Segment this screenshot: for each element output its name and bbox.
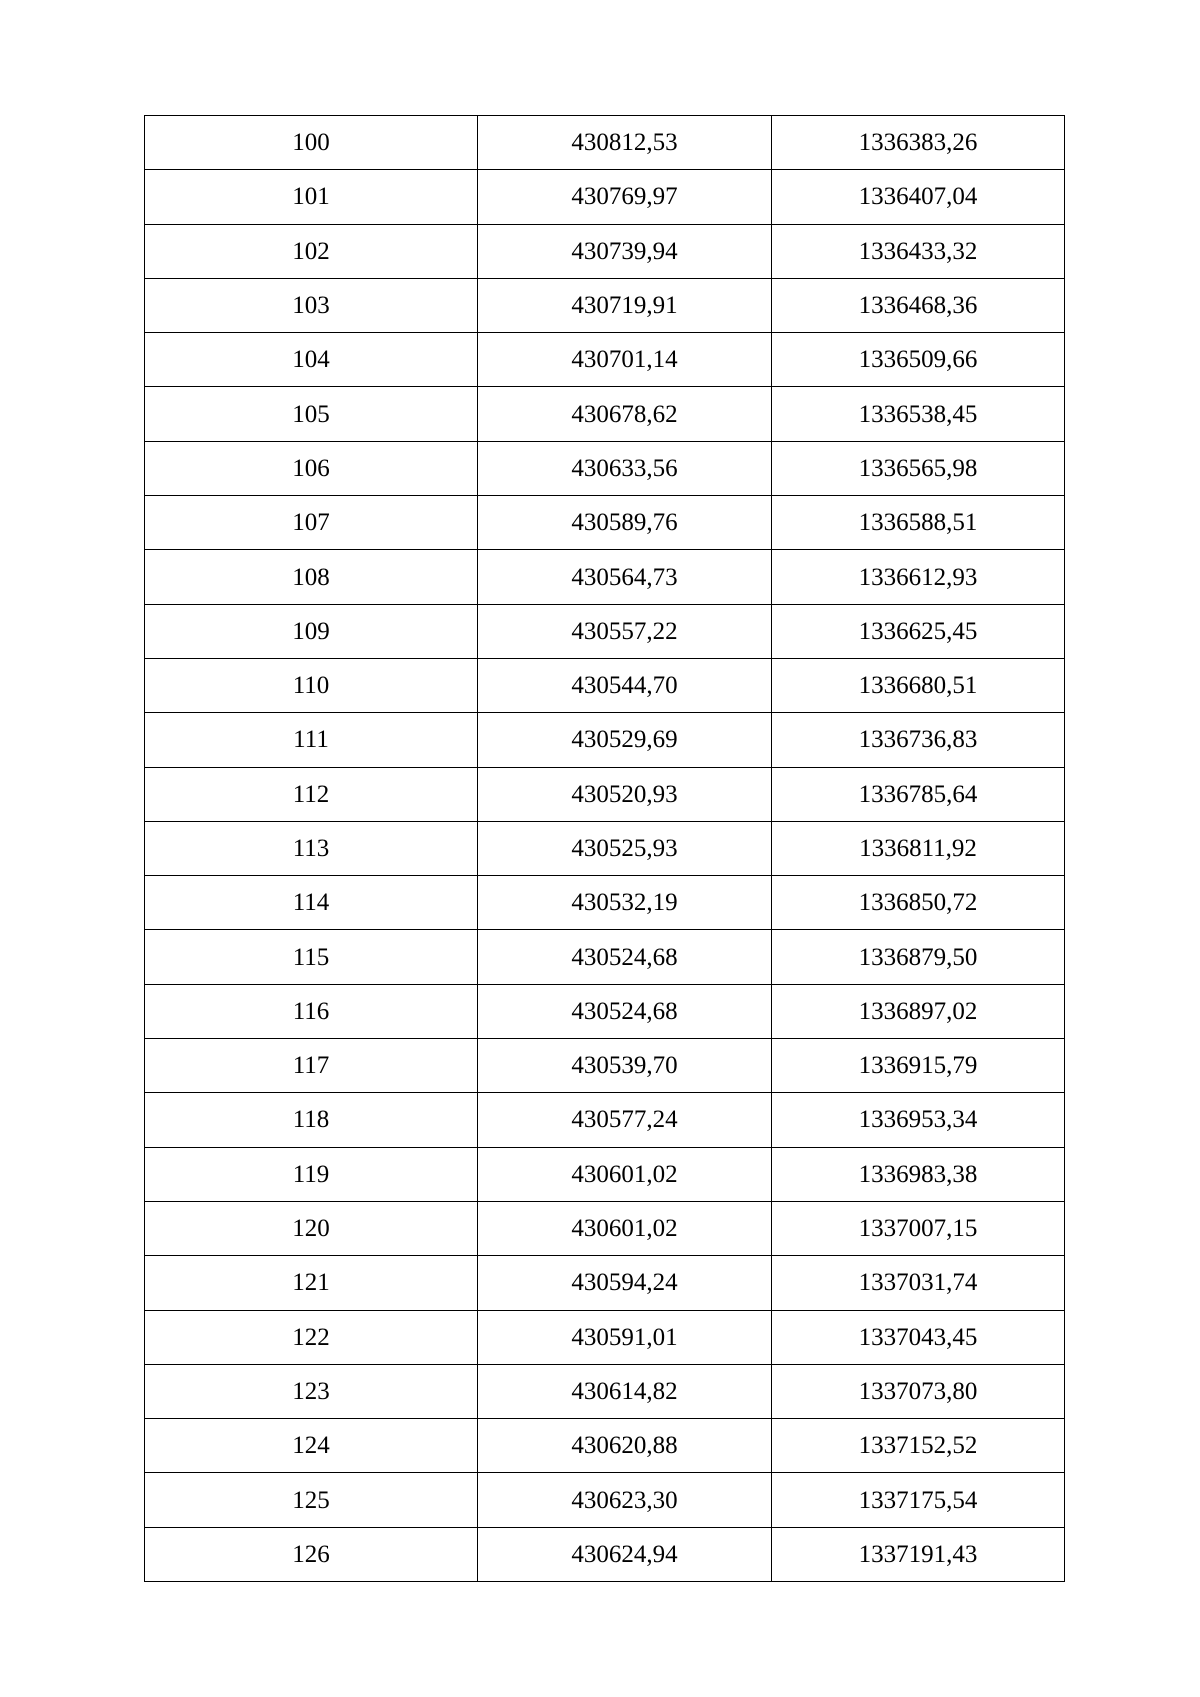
x-coordinate-cell: 430532,19 <box>478 876 772 930</box>
table-row <box>145 713 1065 767</box>
y-coordinate-cell: 1336612,93 <box>772 550 1065 604</box>
x-coordinate-cell: 430557,22 <box>478 604 772 658</box>
y-coordinate-cell: 1337191,43 <box>772 1527 1065 1581</box>
x-coordinate-cell: 430524,68 <box>478 930 772 984</box>
y-coordinate-cell: 1336538,45 <box>772 387 1065 441</box>
x-coordinate-cell: 430701,14 <box>478 333 772 387</box>
table-row <box>145 930 1065 984</box>
table-row <box>145 1256 1065 1310</box>
x-coordinate-cell: 430544,70 <box>478 658 772 712</box>
point-number-cell: 116 <box>145 984 478 1038</box>
point-number-cell: 125 <box>145 1473 478 1527</box>
table-row <box>145 333 1065 387</box>
x-coordinate-cell: 430620,88 <box>478 1419 772 1473</box>
point-number-cell: 126 <box>145 1527 478 1581</box>
x-coordinate-cell: 430520,93 <box>478 767 772 821</box>
point-number-cell: 108 <box>145 550 478 604</box>
table-row <box>145 224 1065 278</box>
point-number-cell: 112 <box>145 767 478 821</box>
point-number-cell: 117 <box>145 1039 478 1093</box>
table-row <box>145 1473 1065 1527</box>
table-row <box>145 1364 1065 1418</box>
x-coordinate-cell: 430577,24 <box>478 1093 772 1147</box>
x-coordinate-cell: 430594,24 <box>478 1256 772 1310</box>
table-row <box>145 767 1065 821</box>
table-row <box>145 496 1065 550</box>
table-row <box>145 821 1065 875</box>
point-number-cell: 121 <box>145 1256 478 1310</box>
point-number-cell: 106 <box>145 441 478 495</box>
x-coordinate-cell: 430564,73 <box>478 550 772 604</box>
y-coordinate-cell: 1336811,92 <box>772 821 1065 875</box>
table-row <box>145 278 1065 332</box>
y-coordinate-cell: 1336407,04 <box>772 170 1065 224</box>
point-number-cell: 100 <box>145 116 478 170</box>
y-coordinate-cell: 1336383,26 <box>772 116 1065 170</box>
point-number-cell: 124 <box>145 1419 478 1473</box>
x-coordinate-cell: 430719,91 <box>478 278 772 332</box>
y-coordinate-cell: 1336983,38 <box>772 1147 1065 1201</box>
table-row <box>145 604 1065 658</box>
x-coordinate-cell: 430601,02 <box>478 1147 772 1201</box>
table-row <box>145 387 1065 441</box>
point-number-cell: 123 <box>145 1364 478 1418</box>
table-row <box>145 1147 1065 1201</box>
x-coordinate-cell: 430529,69 <box>478 713 772 767</box>
point-number-cell: 115 <box>145 930 478 984</box>
x-coordinate-cell: 430812,53 <box>478 116 772 170</box>
point-number-cell: 119 <box>145 1147 478 1201</box>
point-number-cell: 104 <box>145 333 478 387</box>
y-coordinate-cell: 1336915,79 <box>772 1039 1065 1093</box>
point-number-cell: 103 <box>145 278 478 332</box>
table-row <box>145 1093 1065 1147</box>
coordinates-table <box>144 115 1065 1582</box>
x-coordinate-cell: 430678,62 <box>478 387 772 441</box>
table-row <box>145 441 1065 495</box>
x-coordinate-cell: 430769,97 <box>478 170 772 224</box>
x-coordinate-cell: 430623,30 <box>478 1473 772 1527</box>
point-number-cell: 107 <box>145 496 478 550</box>
point-number-cell: 120 <box>145 1201 478 1255</box>
table-row <box>145 170 1065 224</box>
y-coordinate-cell: 1337073,80 <box>772 1364 1065 1418</box>
point-number-cell: 105 <box>145 387 478 441</box>
y-coordinate-cell: 1336509,66 <box>772 333 1065 387</box>
table-row <box>145 1201 1065 1255</box>
table-row <box>145 658 1065 712</box>
y-coordinate-cell: 1336953,34 <box>772 1093 1065 1147</box>
table-row <box>145 1527 1065 1581</box>
table-row <box>145 1310 1065 1364</box>
coordinates-table-body <box>145 116 1065 1582</box>
x-coordinate-cell: 430539,70 <box>478 1039 772 1093</box>
table-row <box>145 876 1065 930</box>
y-coordinate-cell: 1337152,52 <box>772 1419 1065 1473</box>
table-row <box>145 1419 1065 1473</box>
y-coordinate-cell: 1336625,45 <box>772 604 1065 658</box>
x-coordinate-cell: 430624,94 <box>478 1527 772 1581</box>
point-number-cell: 101 <box>145 170 478 224</box>
y-coordinate-cell: 1336879,50 <box>772 930 1065 984</box>
y-coordinate-cell: 1336850,72 <box>772 876 1065 930</box>
x-coordinate-cell: 430633,56 <box>478 441 772 495</box>
point-number-cell: 118 <box>145 1093 478 1147</box>
point-number-cell: 122 <box>145 1310 478 1364</box>
x-coordinate-cell: 430525,93 <box>478 821 772 875</box>
point-number-cell: 102 <box>145 224 478 278</box>
table-row <box>145 1039 1065 1093</box>
point-number-cell: 109 <box>145 604 478 658</box>
y-coordinate-cell: 1337031,74 <box>772 1256 1065 1310</box>
y-coordinate-cell: 1336785,64 <box>772 767 1065 821</box>
y-coordinate-cell: 1337007,15 <box>772 1201 1065 1255</box>
y-coordinate-cell: 1336680,51 <box>772 658 1065 712</box>
x-coordinate-cell: 430589,76 <box>478 496 772 550</box>
y-coordinate-cell: 1337043,45 <box>772 1310 1065 1364</box>
y-coordinate-cell: 1337175,54 <box>772 1473 1065 1527</box>
y-coordinate-cell: 1336897,02 <box>772 984 1065 1038</box>
x-coordinate-cell: 430614,82 <box>478 1364 772 1418</box>
point-number-cell: 114 <box>145 876 478 930</box>
x-coordinate-cell: 430591,01 <box>478 1310 772 1364</box>
y-coordinate-cell: 1336433,32 <box>772 224 1065 278</box>
point-number-cell: 110 <box>145 658 478 712</box>
table-row <box>145 984 1065 1038</box>
point-number-cell: 111 <box>145 713 478 767</box>
y-coordinate-cell: 1336588,51 <box>772 496 1065 550</box>
x-coordinate-cell: 430524,68 <box>478 984 772 1038</box>
y-coordinate-cell: 1336736,83 <box>772 713 1065 767</box>
table-row <box>145 116 1065 170</box>
y-coordinate-cell: 1336565,98 <box>772 441 1065 495</box>
x-coordinate-cell: 430739,94 <box>478 224 772 278</box>
x-coordinate-cell: 430601,02 <box>478 1201 772 1255</box>
table-row <box>145 550 1065 604</box>
point-number-cell: 113 <box>145 821 478 875</box>
y-coordinate-cell: 1336468,36 <box>772 278 1065 332</box>
